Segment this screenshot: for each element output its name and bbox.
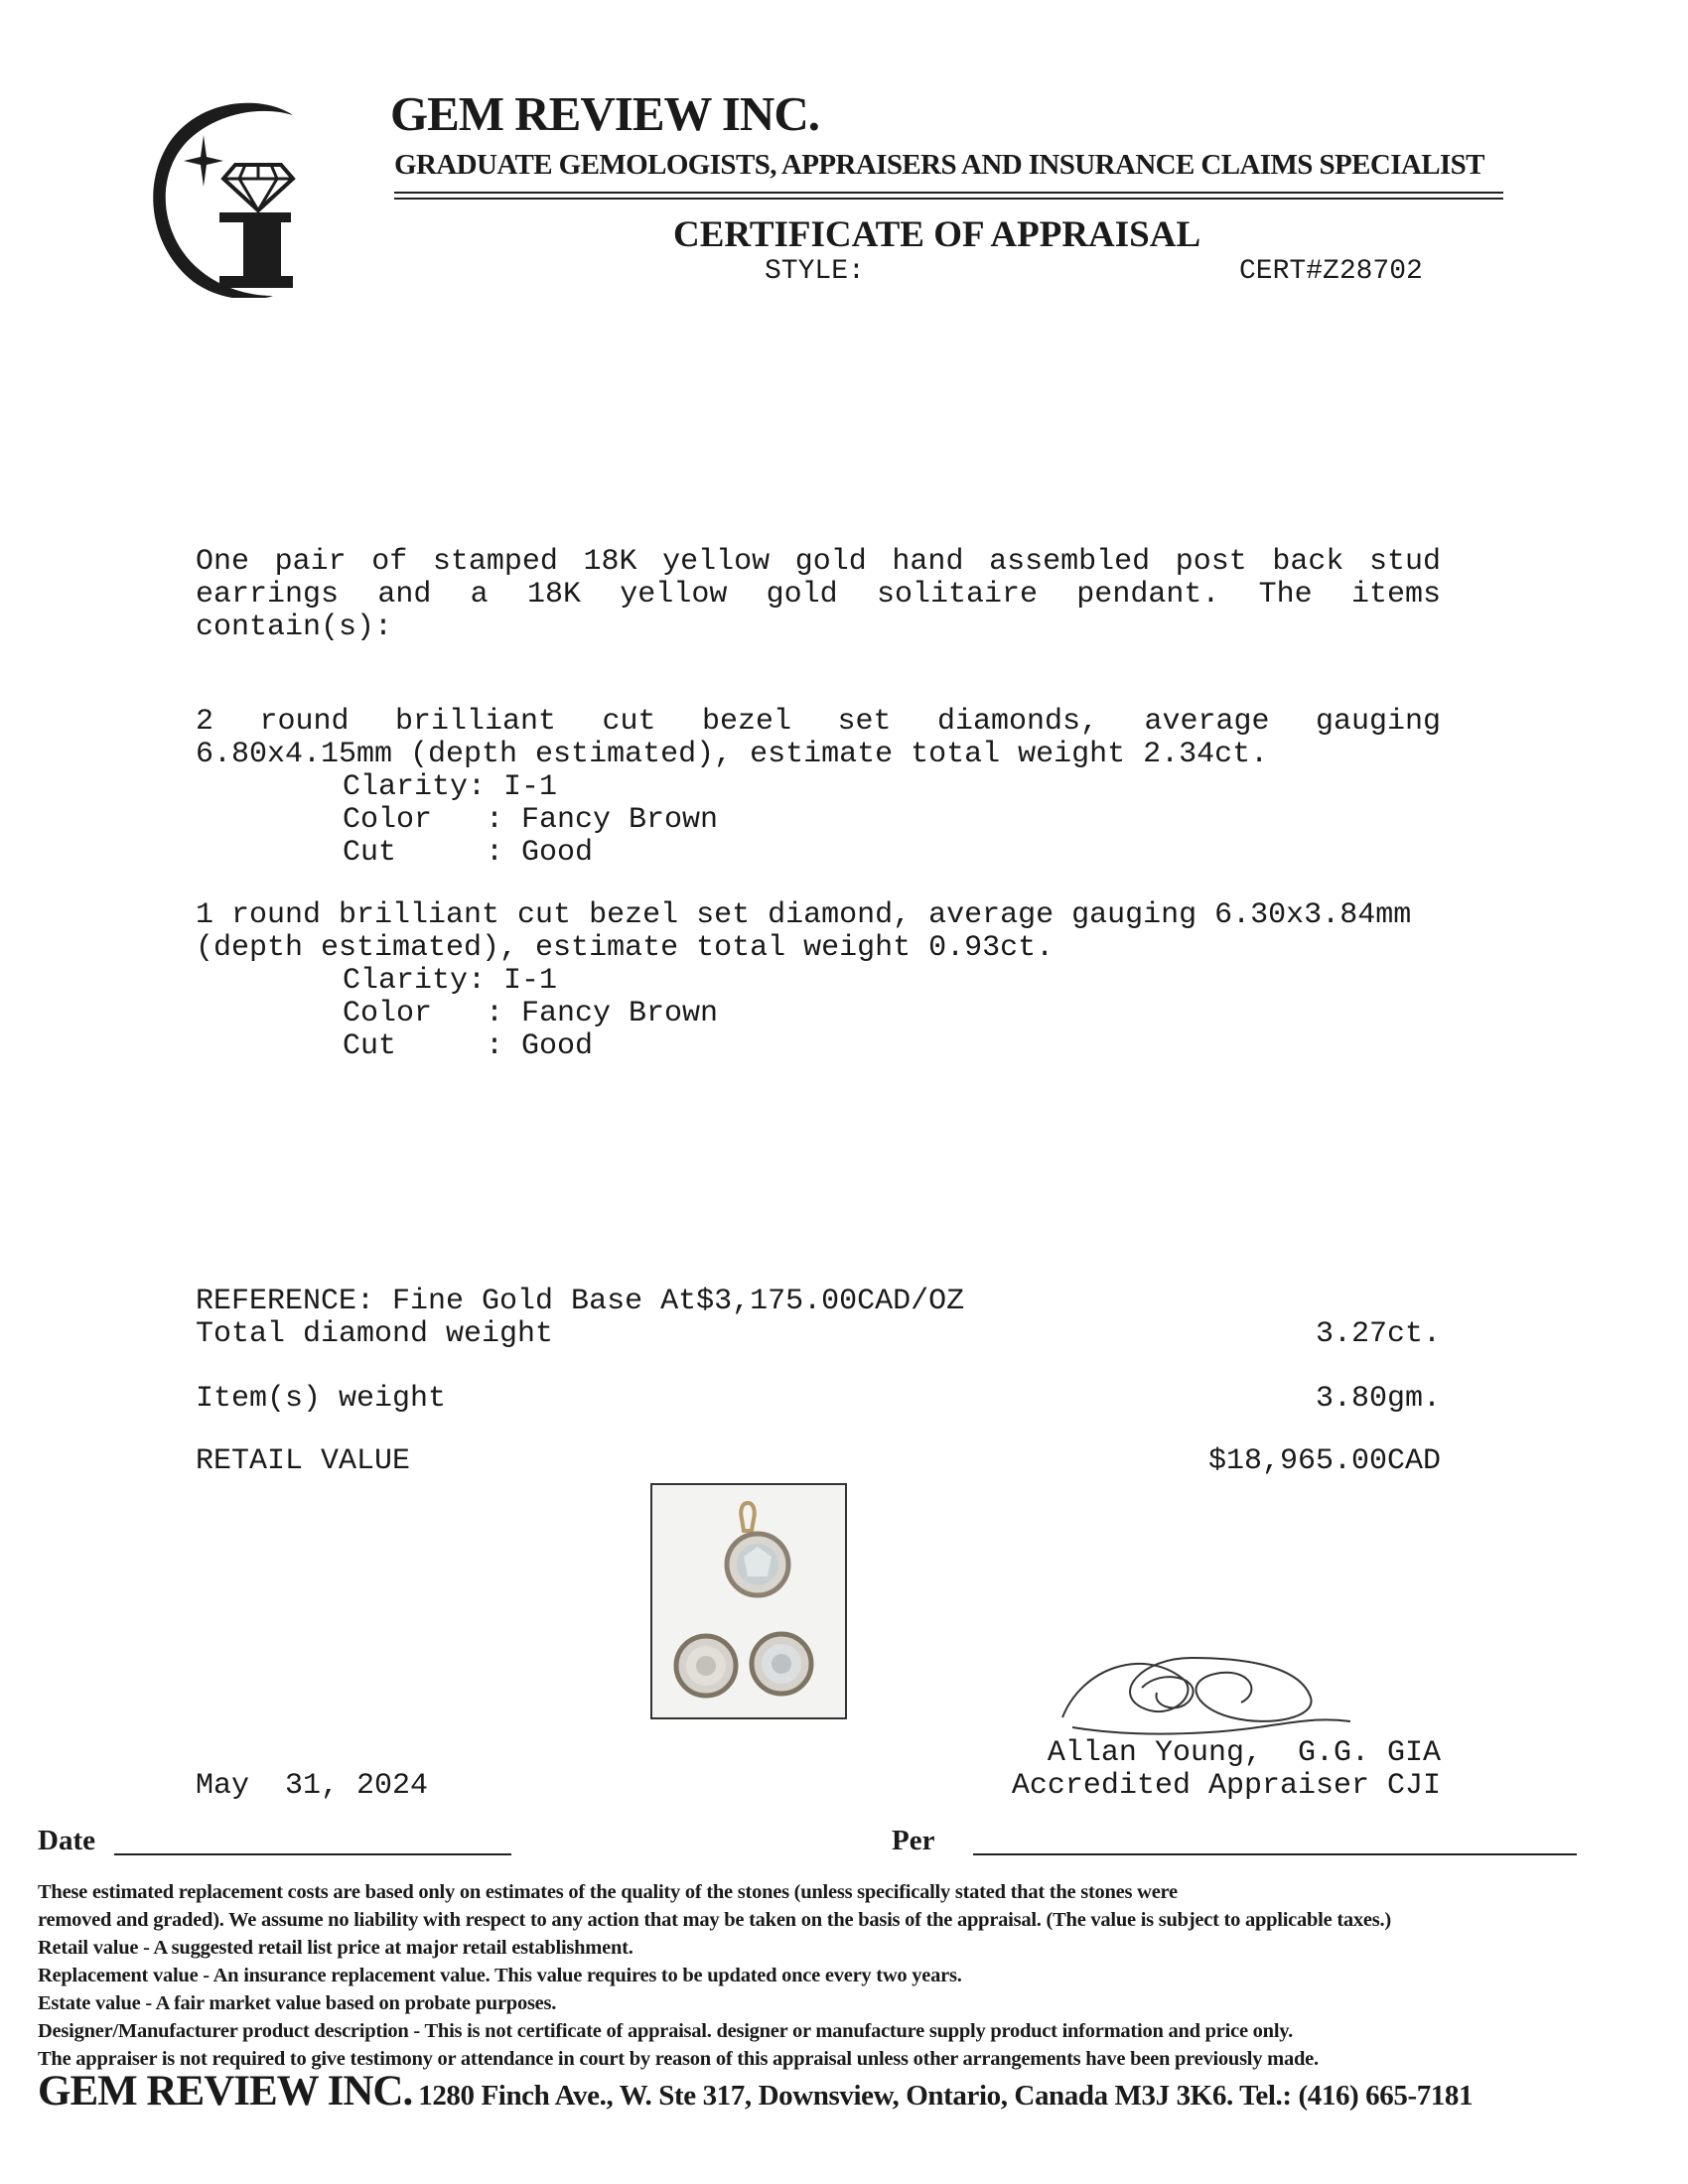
- company-name: GEM REVIEW INC.: [390, 86, 819, 141]
- footer-company-name: GEM REVIEW INC.: [38, 2068, 413, 2115]
- diamond-description-line: 2 round brilliant cut bezel set diamonds, average gauging: [196, 705, 1441, 739]
- style-label: STYLE:: [765, 256, 865, 287]
- disclaimer-line: Retail value - A suggested retail list price at major retail establishment.: [38, 1937, 633, 1959]
- footer-address: 1280 Finch Ave., W. Ste 317, Downsview, Ontario, Canada M3J 3K6. Tel.: (416) 665-7181: [418, 2080, 1474, 2112]
- date-signature-line: [114, 1853, 511, 1855]
- gem-review-logo-icon: [144, 99, 338, 298]
- gold-reference: REFERENCE: Fine Gold Base At$3,175.00CAD/OZ: [196, 1285, 965, 1318]
- items-weight-value: 3.80gm.: [1315, 1382, 1441, 1416]
- footer: [38, 2067, 1473, 2116]
- disclaimer-line: Replacement value - An insurance replacement value. This value requires to be updated once every two years.: [38, 1965, 962, 1986]
- item-description-line: earrings and a 18K yellow gold solitaire pendant. The items: [196, 578, 1441, 612]
- diamond-color: Color : Fancy Brown: [343, 803, 719, 837]
- retail-value-amount: $18,965.00CAD: [1207, 1444, 1441, 1478]
- diamond-clarity: Clarity: I-1: [343, 964, 558, 998]
- header-rule: [394, 198, 1503, 200]
- appraisal-date: May 31, 2024: [196, 1769, 429, 1803]
- total-diamond-weight-label: Total diamond weight: [196, 1317, 554, 1351]
- diamond-description-line: 6.80x4.15mm (depth estimated), estimate total weight 2.34ct.: [196, 738, 1269, 771]
- date-label: Date: [38, 1825, 95, 1856]
- diamond-color: Color : Fancy Brown: [343, 997, 719, 1030]
- appraiser-title: Accredited Appraiser CJI: [1011, 1769, 1441, 1803]
- certificate-title: CERTIFICATE OF APPRAISAL: [673, 214, 1201, 255]
- item-description-line: contain(s):: [196, 611, 393, 644]
- per-signature-line: [973, 1853, 1577, 1855]
- disclaimer-line: These estimated replacement costs are based only on estimates of the quality of the stones (unless specifically stated that the stones were: [38, 1881, 1178, 1903]
- retail-value-label: RETAIL VALUE: [196, 1444, 411, 1478]
- jewelry-photo: [650, 1483, 847, 1719]
- diamond-description-line: 1 round brilliant cut bezel set diamond, average gauging 6.30x3.84mm: [196, 898, 1412, 932]
- signature-icon: [1053, 1638, 1390, 1747]
- diamond-description-line: (depth estimated), estimate total weight 0.93ct.: [196, 931, 1055, 965]
- total-diamond-weight-value: 3.27ct.: [1315, 1317, 1441, 1351]
- items-weight-label: Item(s) weight: [196, 1382, 447, 1416]
- certificate-number: CERT#Z28702: [1239, 256, 1423, 287]
- disclaimer-line: removed and graded). We assume no liability with respect to any action that may be taken on the basis of the appraisal. (The value is subject to applicable taxes.): [38, 1909, 1391, 1931]
- diamond-clarity: Clarity: I-1: [343, 770, 558, 804]
- appraiser-name: Allan Young, G.G. GIA: [1047, 1736, 1441, 1770]
- disclaimer-line: Estate value - A fair market value based on probate purposes.: [38, 1992, 557, 2014]
- header-rule: [394, 192, 1503, 194]
- per-label: Per: [892, 1825, 935, 1856]
- item-description-line: One pair of stamped 18K yellow gold hand assembled post back stud: [196, 545, 1441, 579]
- diamond-cut: Cut : Good: [343, 836, 594, 870]
- disclaimer-line: The appraiser is not required to give testimony or attendance in court by reason of this appraisal unless other arrangements have been previously made.: [38, 2048, 1319, 2070]
- company-tagline: GRADUATE GEMOLOGISTS, APPRAISERS AND INSURANCE CLAIMS SPECIALIST: [394, 149, 1484, 181]
- diamond-cut: Cut : Good: [343, 1029, 594, 1063]
- disclaimer-line: Designer/Manufacturer product description - This is not certificate of appraisal. designer or manufacture supply product information and price only.: [38, 2020, 1294, 2042]
